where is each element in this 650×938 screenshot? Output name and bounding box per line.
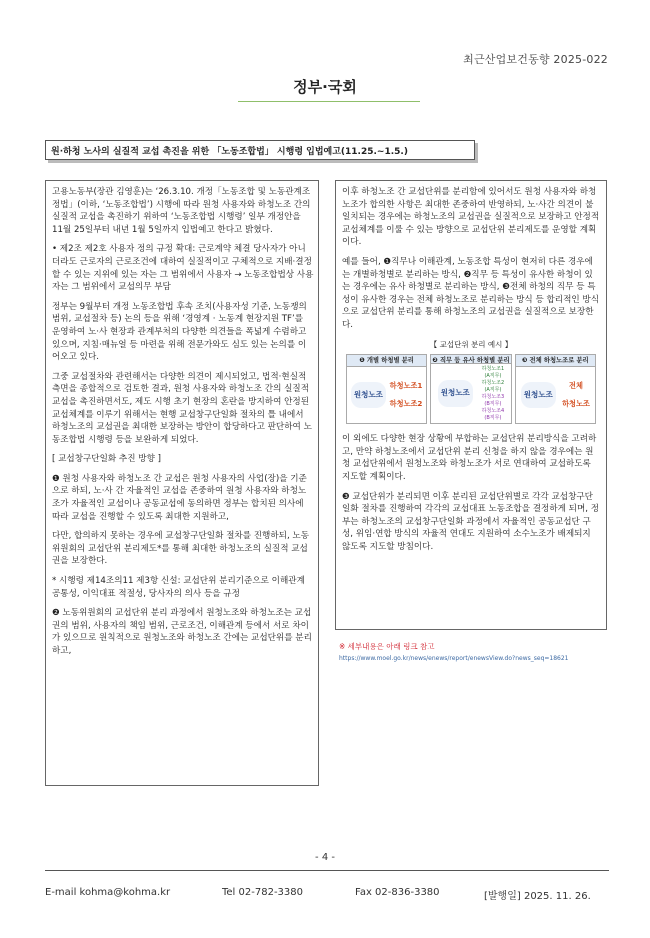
job-label: (A직무) [484,373,502,380]
paragraph: 정부는 9월부터 개정 노동조합법 후속 조치(사용자성 기준, 노동쟁의 범위, 교섭절차 등) 논의 등을 위해 ‘경영계 · 노동계 현장지원 TF’를 운영하여 노·사 현장과 관계부처의 다양한 의견들을 폭넓게 수렴하고 있으며, 지침·매뉴얼 등 마련을 위해 전문가와도 심도 있는 논의를 이어오고 있다. [52,301,307,363]
job-label: (B직무) [484,415,502,422]
paragraph: • 제2조 제2호 사용자 정의 규정 확대: 근로계약 체결 당사자가 아니더라도 근로자의 근로조건에 대하여 실질적이고 구체적으로 지배·결정할 수 있는 지위에 있는 자는 그 범위에서 사용자 → 노동조합법상 사용자는 그 범위에서 교섭의무 부담 [52,244,314,293]
left-column [45,180,319,786]
footer-fax: Fax 02-836-3380 [355,887,440,898]
article-headline: 원·하청 노사의 실질적 교섭 촉진을 위한 「노동조합법」 시행령 입법예고(11.25.~1.5.) [45,140,475,160]
paragraph: 고용노동부(장관 김영훈)는 ‘26.3.10. 개정「노동조합 및 노동관계조정법」(이하, ‘노동조합법’) 시행에 따라 원청 사용자와 하청노조 간의 실질적 교섭을 촉진하기 위하여 ‘노동조합법 시행령’ 일부 개정안을 11월 25일부터 내년 1월 5일까지 입법예고 한다고 밝혔다. [52,187,311,235]
reference-note: ※ 세부내용은 아래 링크 참고 [339,642,435,651]
footer-tel: Tel 02-782-3380 [222,887,303,898]
paragraph: ❶ 원청 사용자와 하청노조 간 교섭은 원청 사용자의 사업(장)을 기준으로 하되, 노·사 간 자율적인 교섭을 존중하여 원청 사용자와 하청노조가 자율적인 교섭이나 공동교섭에 동의하면 정부는 합치된 의사에 따라 교섭을 진행할 수 있도록 최대한 지원하고, [52,473,307,522]
prime-union-label: 원청노조 [351,382,386,409]
sub-union-label: 하청노조2 [389,399,423,409]
panel-title: ❷ 직무 등 유사 하청별 분리 [432,357,510,365]
sub-union-label: 전체 [569,380,583,390]
sub-union-label: 하청노조4 [481,408,505,415]
paragraph: 다만, 합의하지 못하는 경우에 교섭창구단일화 절차를 진행하되, 노동위원회의 교섭단위 분리제도*를 통해 최대한 하청노조의 실질적 교섭권을 보장한다. [52,531,310,567]
figure-panel-all [515,354,596,424]
paragraph: * 시행령 제14조의11 제3항 신설: 교섭단위 분리기준으로 이해관계 공통성, 이익대표 적절성, 당사자의 의사 등을 규정 [52,576,305,599]
prime-union-label: 원청노조 [521,382,556,409]
bargaining-unit-figure [346,354,596,424]
section-title: 정부·국회 [293,78,357,96]
subheading: [ 교섭창구단일화 추진 방향 ] [52,454,161,465]
paragraph: 예를 들어, ❶직무나 이해관계, 노동조합 특성이 현저히 다른 경우에는 개별하청별로 분리하는 방식, ❷직무 등 특성이 유사한 하청이 있는 경우에는 유사 하청별로 분리하는 방식, ❸전체 하청의 직무 등 특성이 유사한 경우는 전체 하청노조로 분리하는 방식 등 합리적인 방식으로 교섭단위 분리를 통해 하청노조의 교섭권을 실질적으로 보장한다. [342,256,600,330]
panel-title: ❶ 개별 하청별 분리 [347,355,426,367]
right-column [335,180,607,630]
paragraph: ❷ 노동위원회의 교섭단위 분리 과정에서 원청노조와 하청노조는 교섭권의 범위, 사용자의 책임 범위, 근로조건, 이해관계 등에서 서로 차이가 있으므로 원칙적으로 원청노조와 하청노조 간에는 교섭단위를 분리하고, [52,608,312,656]
sub-union-label: 하청노조2 [481,380,505,387]
footer-divider [45,870,609,871]
sub-union-label: 하청노조 [562,399,590,409]
sub-union-label: 하청노조3 [481,394,505,401]
paragraph: 이 외에도 다양한 현장 상황에 부합하는 교섭단위 분리방식을 고려하고, 만약 하청노조에서 교섭단위 분리 신청을 하지 않을 경우에는 원청 교섭단위에서 원청노조와 하청노조가 서로 연대하여 교섭하도록 지도할 계획이다. [342,434,597,482]
paragraph: 그중 교섭절차와 관련해서는 다양한 의견이 제시되었고, 법적·현실적 측면을 종합적으로 검토한 결과, 원청 사용자와 하청노조 간의 실질적 교섭을 촉진하면서도, 제도 시행 초기 현장의 혼란을 방지하여 안정된 교섭체계를 이루기 위해서는 현행 교섭창구단일화 절차의 틀 내에서 하청노조의 교섭권을 최대한 보장하는 방안이 합당하다고 판단하여 노동조합법 시행령 등을 보완하게 되었다. [52,371,312,445]
panel-title: ❸ 전체 하청노조로 분리 [516,355,595,367]
footer-issue-date: [발행일] 2025. 11. 26. [484,891,591,902]
title-underline [238,101,420,102]
job-label: (A직무) [484,387,502,394]
figure-caption: 【 교섭단위 분리 예시 】 [429,339,513,349]
job-label: (B직무) [484,401,502,408]
paragraph: 이후 하청노조 간 교섭단위를 분리함에 있어서도 원청 사용자와 하청노조가 합의한 사항은 최대한 존중하여 반영하되, 노·사간 의견이 불일치되는 경우에는 하청노조의 교섭권을 실질적으로 보장하고 안정적 교섭체계를 이룰 수 있는 방향으로 교섭단위 분리제도를 운영할 계획이다. [342,187,600,248]
page-number: - 4 - [315,852,335,863]
footer-email[interactable]: E-mail kohma@kohma.kr [45,887,171,898]
sub-union-label: 하청노조1 [389,380,423,390]
reference-link[interactable]: https://www.moel.go.kr/news/enews/report/enewsView.do?news_seq=18621 [339,655,569,662]
sub-union-label: 하청노조1 [481,366,505,373]
paragraph: ❸ 교섭단위가 분리되면 이후 분리된 교섭단위별로 각각 교섭창구단일화 절차를 진행하여 각각의 교섭대표 노동조합을 결정하게 되며, 정부는 하청노조의 교섭창구단일화 과정에서 자율적인 공동교섭단 구성, 위임·연합 방식의 자율적 연대도 지원하여 소수노조가 배제되지 않도록 지도할 방침이다. [342,491,600,552]
figure-panel-individual [346,354,427,424]
prime-union-label: 원청노조 [438,380,473,407]
publication-header: 최근산업보건동향 2025-022 [463,53,608,66]
figure-panel-similar [430,354,511,424]
